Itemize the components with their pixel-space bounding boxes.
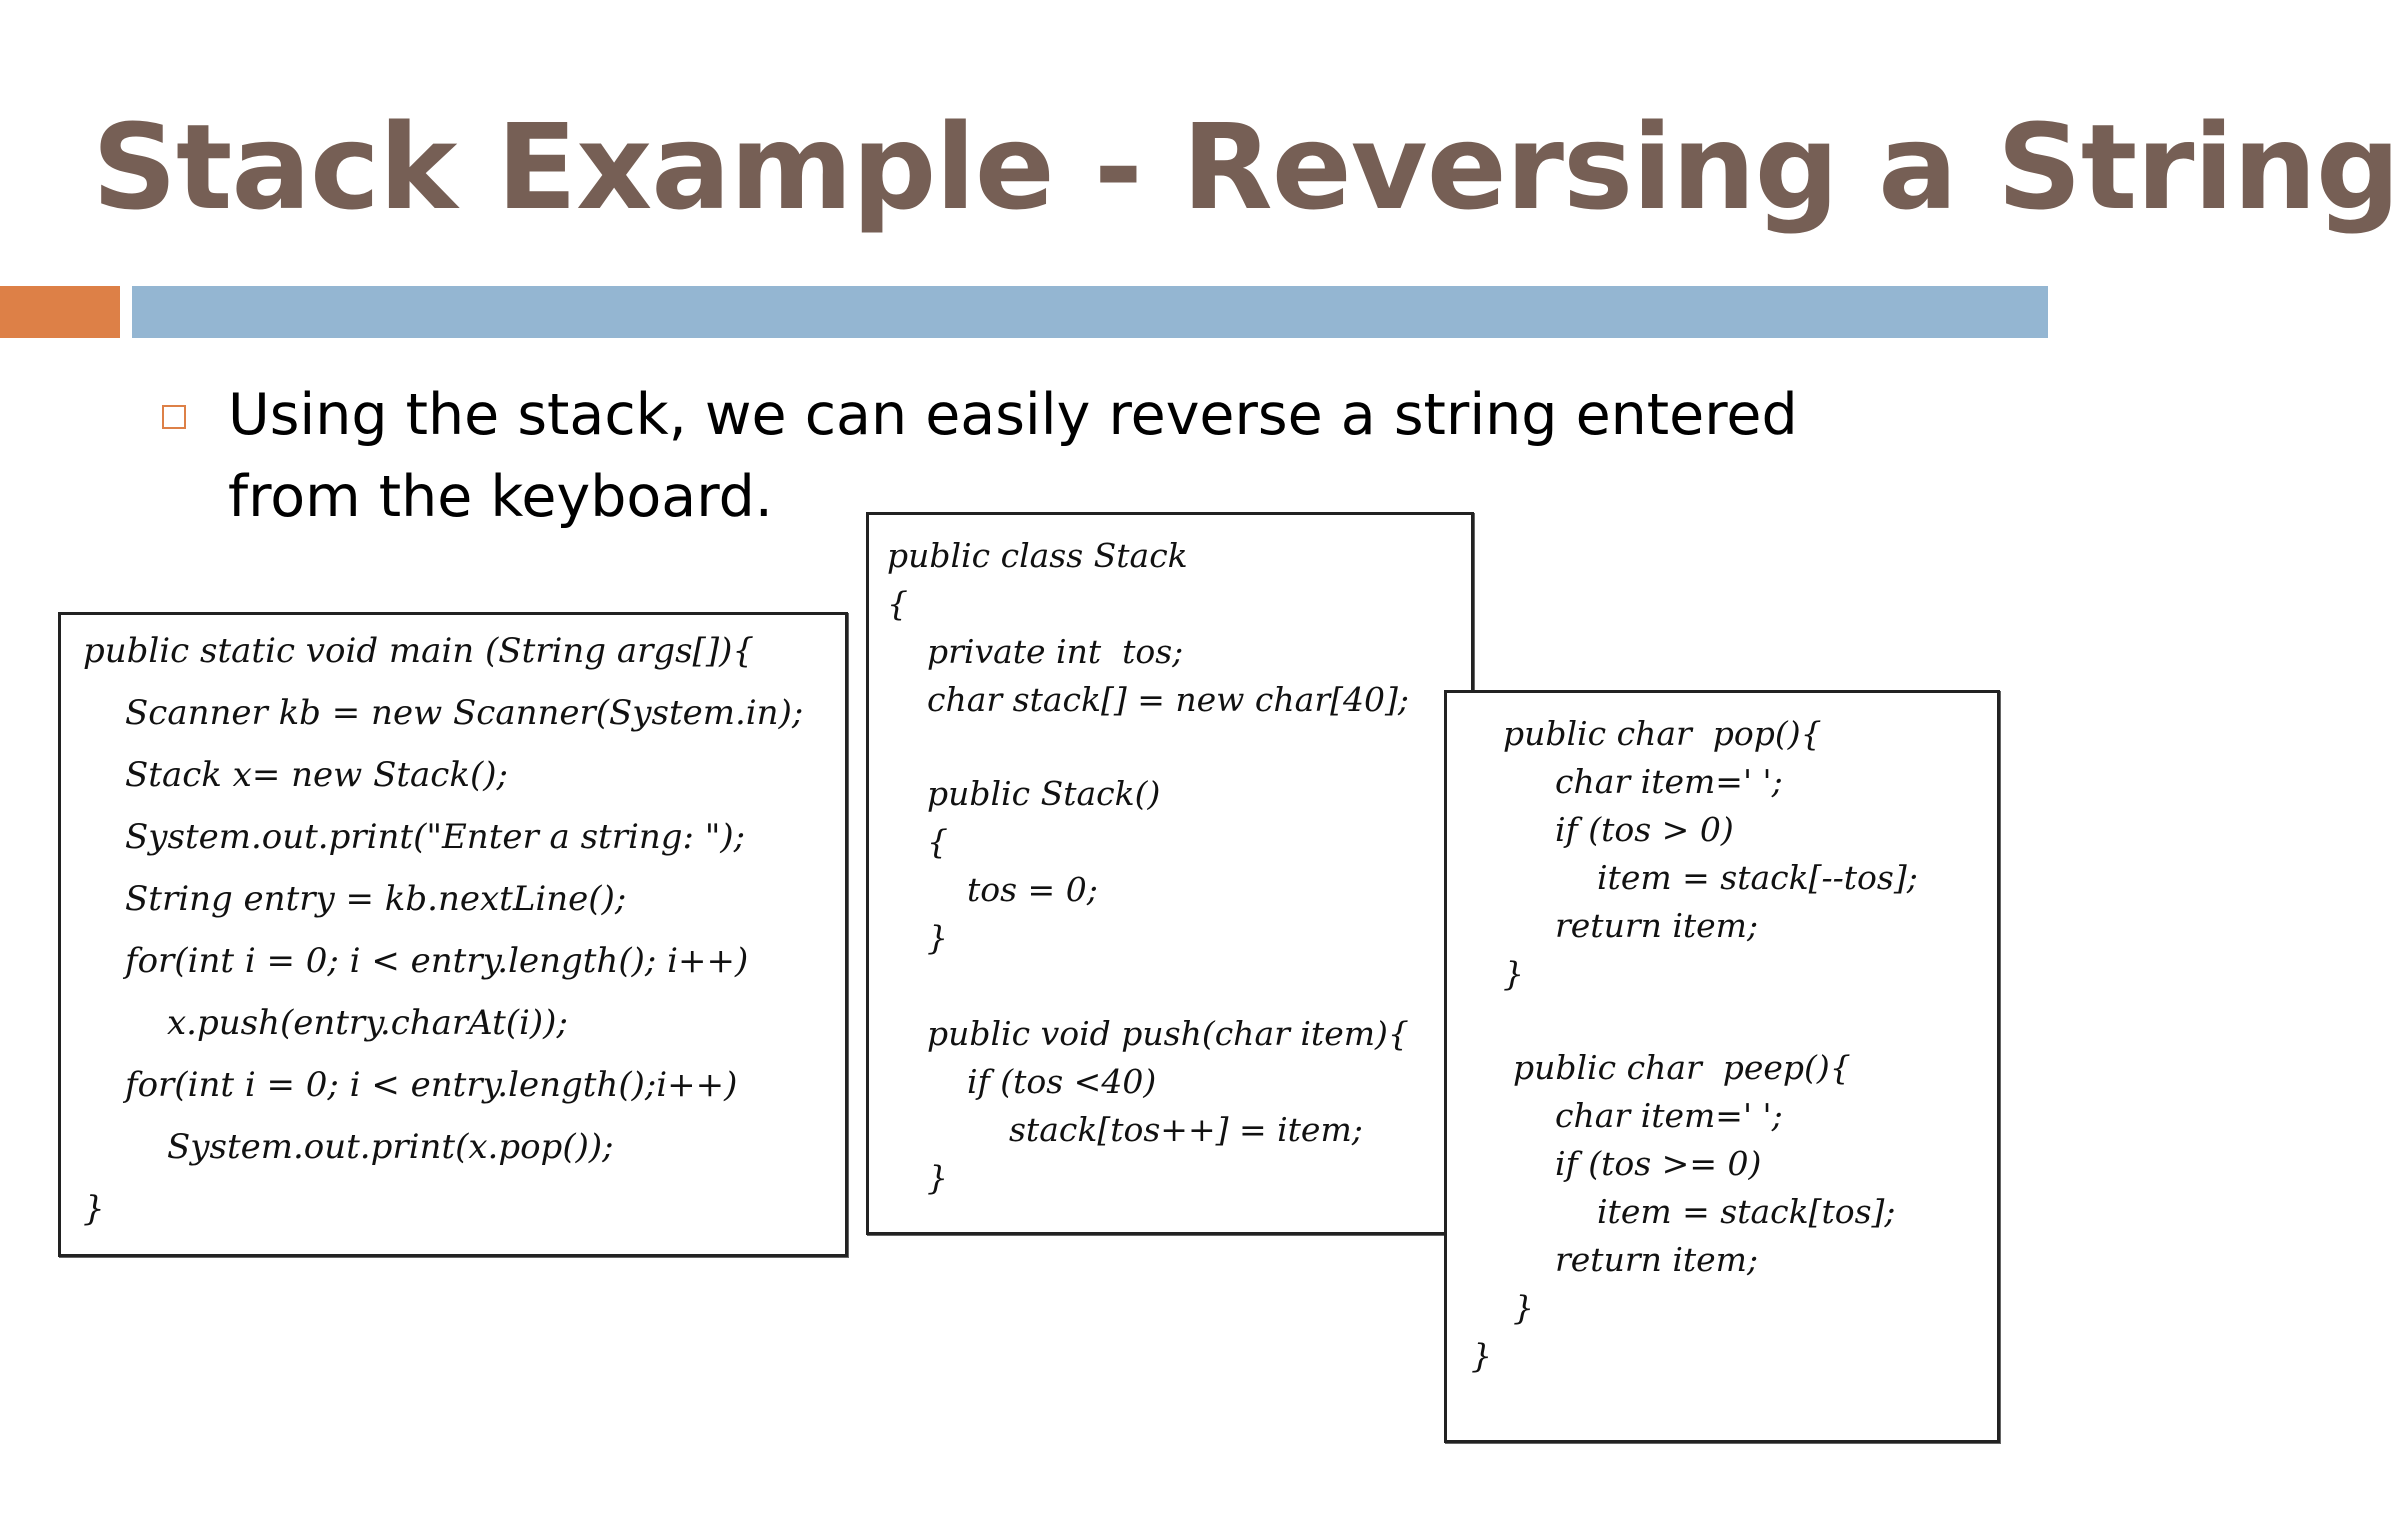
code-line: public static void main (String args[]){ xyxy=(83,631,754,671)
code-line: { xyxy=(927,822,948,861)
code-line: x.push(entry.charAt(i)); xyxy=(167,1003,568,1043)
code-line: public char pop(){ xyxy=(1503,714,1822,753)
code-line: public void push(char item){ xyxy=(927,1014,1409,1053)
accent-bar-blue xyxy=(132,286,2048,338)
code-line: } xyxy=(1513,1288,1534,1327)
code-line: tos = 0; xyxy=(967,870,1098,909)
code-line: { xyxy=(887,584,908,623)
code-line: return item; xyxy=(1555,906,1759,945)
code-line: } xyxy=(83,1189,105,1229)
code-line: } xyxy=(1471,1336,1492,1375)
code-line: String entry = kb.nextLine(); xyxy=(125,879,627,919)
code-line: public Stack() xyxy=(927,774,1161,813)
bullet-text: Using the stack, we can easily reverse a string entered from the keyboard. xyxy=(228,382,1798,530)
code-line: return item; xyxy=(1555,1240,1759,1279)
code-line: private int tos; xyxy=(927,632,1184,671)
code-box-main-method xyxy=(58,612,848,1257)
code-line: char item=' '; xyxy=(1555,1096,1783,1135)
code-line: stack[tos++] = item; xyxy=(1009,1110,1363,1149)
code-line: if (tos >= 0) xyxy=(1555,1144,1762,1183)
code-line: char item=' '; xyxy=(1555,762,1783,801)
code-line: } xyxy=(1503,954,1524,993)
code-line: item = stack[--tos]; xyxy=(1597,858,1918,897)
code-line: Scanner kb = new Scanner(System.in); xyxy=(125,693,804,733)
code-line: char stack[] = new char[40]; xyxy=(927,680,1409,719)
code-line: } xyxy=(927,1158,948,1197)
bullet-square-icon xyxy=(162,405,186,429)
code-line: public class Stack xyxy=(887,536,1188,575)
code-line: Stack x= new Stack(); xyxy=(125,755,508,795)
code-line: public char peep(){ xyxy=(1513,1048,1851,1087)
accent-bar-orange xyxy=(0,286,120,338)
code-line: if (tos <40) xyxy=(967,1062,1157,1101)
code-line: item = stack[tos]; xyxy=(1597,1192,1896,1231)
code-box-pop-peep xyxy=(1444,690,2000,1443)
code-box-stack-class xyxy=(866,512,1474,1235)
code-line: } xyxy=(927,918,948,957)
code-line: if (tos > 0) xyxy=(1555,810,1734,849)
code-line: System.out.print(x.pop()); xyxy=(167,1127,614,1167)
code-line: for(int i = 0; i < entry.length(); i++) xyxy=(125,941,749,981)
code-line: for(int i = 0; i < entry.length();i++) xyxy=(125,1065,738,1105)
slide-title: Stack Example - Reversing a String xyxy=(92,98,2399,236)
code-line: System.out.print("Enter a string: "); xyxy=(125,817,746,857)
